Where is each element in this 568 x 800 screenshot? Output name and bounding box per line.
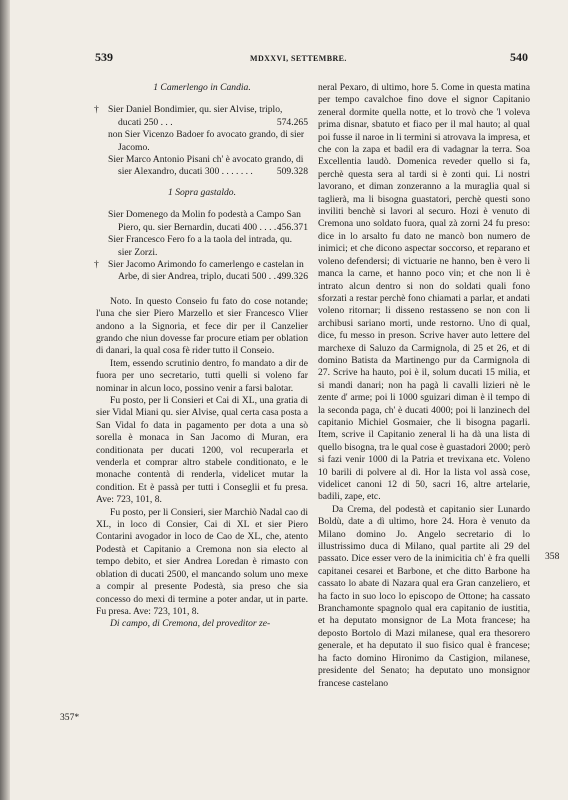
entry-amount: 499.326 bbox=[276, 271, 308, 283]
running-title: MDXXVI, SETTEMBRE. bbox=[250, 54, 347, 63]
entry-text: non Sier Vicenzo Badoer fo avocato grando, di sier Jacomo. bbox=[108, 129, 305, 153]
cross-mark-icon: † bbox=[94, 104, 99, 116]
paragraph: neral Pexaro, di ultimo, hore 5. Come in questa matina per tempo cavalchoe fino dove el signor Capitanio zeneral dormite quella notte, et lo trovò che 'l voleva prima disnar, sbatuto et fiaco per il mal hauto; al qual poi fusse il naroe in li termini si atrovava la impresa, et che con la zapa et badil era di vadagnar la terra. Soa Excellentia laudò. Domenica reveder quello si fa, perchè questa sera al tardi si è zonti qui. Li nostri lavorano, et diman zonzeranno a la muraglia qual si taglierà, ma li bisogna guastatori, perchè questi sono inviliti benchè si lavori al securo. Hozi è venuto di Cremona uno soldato fuora, qual zà zorni 24 fu preso: dice in lo arsalto fu dato ne mancò bon numero de inimici; et che dicono aspectar soccorso, et reparano et voleno defendersi; di victuarie ne hanno, ben è vero li manca la carne, et hanno poco vin; et che non li è intrato alcun dentro si non do soldati quali fono sforzati a restar perchè fono chiamati a parlar, et andati voleno ritornar; li disseno restasseno se non con li archibusi sariano morti, unde restorno. Uno di qual, dice, fu messo in preson. Scrive haver auto lettere del marchexe di Saluzo da Carmignola, di 25 et 26, et di domino Batista da Martinengo pur da Carmignola di 27. Scrive ha hauto, poi è il, solum ducati 15 milia, et si mandi danari; non ha pagà li cavalli lizieri nè le zente d' arme; poi li 1000 sguizari diman è il tempo di la seconda paga, ch' è ducati 4000; poi li lanzinech del capitanio Michiel Gosmaier, che li bisogna pagarli. Item, scrive il Capitanio zeneral li ha dà una lista di quello bisogna, tra le qual cose è guastadori 2000; però si fazi venir 1000 di la Patria et trevixana etc. Voleno 10 barili di polvere al dì. Hor la lista vol assà cose, videlicet canoni 12 di 50, sacri 16, altre artelarie, badili, zape, etc. bbox=[318, 82, 530, 503]
right-page-number: 540 bbox=[510, 50, 528, 64]
entry-amount: 456.371 bbox=[276, 221, 308, 233]
entry-amount: 509.328 bbox=[276, 166, 308, 178]
paragraph: Fu posto, per li Consieri, sier Marchiò Nadal cao di XL, in loco di Consier, Cai di XL et sier Piero Contarini avogador in loco de Cao de XL, che, atento Podestà et Capitanio a Cremona non sia electo al tempo debito, et sier Andrea Loredan è rimasto con oblation di ducati 2500, el mancando solum uno mexe a compir al presente Podestà, sia preso che sia concesso do mexi di termine a poter andar, ut in parte. Fu presa. Ave: 723, 101, 8. bbox=[96, 506, 308, 617]
cross-mark-icon: † bbox=[94, 258, 99, 270]
entry-text: Sier Francesco Fero fo a la taola del intrada, qu. sier Zorzi. bbox=[108, 234, 293, 258]
entry-text: Sier Domenego da Molin fo podestà a Campo San Piero, qu. sier Bernardin, ducati 400 . . . . . bbox=[108, 209, 301, 233]
margin-number-right: 358 bbox=[545, 551, 560, 562]
election-entry bbox=[96, 129, 308, 154]
entry-text: Sier Jacomo Arimondo fo camerlengo e castelan in Arbe, di sier Andrea, triplo, ducati 500 . . . bbox=[108, 258, 304, 283]
section-title-camerlengo: 1 Camerlengo in Candia. bbox=[153, 82, 251, 93]
election-entry bbox=[96, 154, 308, 179]
election-entry bbox=[96, 234, 308, 259]
right-column bbox=[318, 82, 530, 690]
left-page-number: 539 bbox=[95, 50, 113, 64]
paragraph: Da Crema, del podestà et capitanio sier Lunardo Boldù, date a dì ultimo, hore 24. Hora è venuto da Milano domino Jo. Angelo secretario di lo illustrissimo duca di Milano, qual partite ali 29 del passato. Dice esser vero de la inimicitia ch' è fra quelli capitanei cesarei et Barbone, et che ditto Barbone ha cassato lo abate di Nazara qual era Gran canzeliero, et ha facto in suo loco lo episcopo de Ottone; ha cassato Branchamonte spagnolo qual era capitanio de iustitia, et ha deputato monsignor de La Mota francese; ha deposto Bortolo di Mazi milanese, qual era thesorero generale, et ha deputato il suo fisico qual è francese; ha facto domino Hironimo da Castigion, milanese, presidente del Senato; ha deputato uno monsignor francese castelano bbox=[318, 503, 530, 689]
election-entry bbox=[96, 104, 308, 129]
entry-text: Sier Marco Antonio Pisani ch' è avocato grando, di sier Alexandro, ducati 300 . . . . . . . bbox=[108, 154, 304, 178]
paragraph: Noto. In questo Conseio fu fato do cose notande; l'una che sier Piero Marzello et sier Francesco Vlier andono a la Signoria, et fece dir per il Canzelier grando che niun dovesse far procure etiam per oblation di danari, la qual cosa fè rider tutto il Conseio. bbox=[96, 295, 308, 357]
entry-text: Sier Daniel Bondimier, qu. sier Alvise, triplo, ducati 250 . . . bbox=[108, 104, 283, 128]
margin-number-left: 357* bbox=[60, 712, 80, 723]
paragraph: Di campo, di Cremona, del proveditor ze- bbox=[110, 618, 271, 630]
section-title-gastaldo: 1 Sopra gastaldo. bbox=[168, 186, 236, 198]
election-entry bbox=[96, 209, 308, 234]
paragraph: Item, essendo scrutinio dentro, fo mandato a dir de fuora per uno secretario, tutti quelli si voleno far nominar in alcun loco, possino venir a farsi balotar. bbox=[96, 357, 308, 394]
election-entry bbox=[96, 259, 308, 284]
paragraph: Fu posto, per li Consieri et Cai di XL, una gratia di sier Vidal Miani qu. sier Alvise, qual certa casa posta a San Vidal fo data in pagamento per dota a una sò sorella è monaca in San Jacomo di Muran, era conditionata per ducati 1200, vol recuperarla et venderla et comprar altro stabele conditionato, e le monache contentà di renderla, videlicet mutar la condition. Et è passà per tutti i Conseglii et fu presa. Ave: 723, 101, 8. bbox=[96, 395, 308, 506]
entry-amount: 574.265 bbox=[276, 116, 308, 128]
left-column bbox=[96, 82, 308, 631]
